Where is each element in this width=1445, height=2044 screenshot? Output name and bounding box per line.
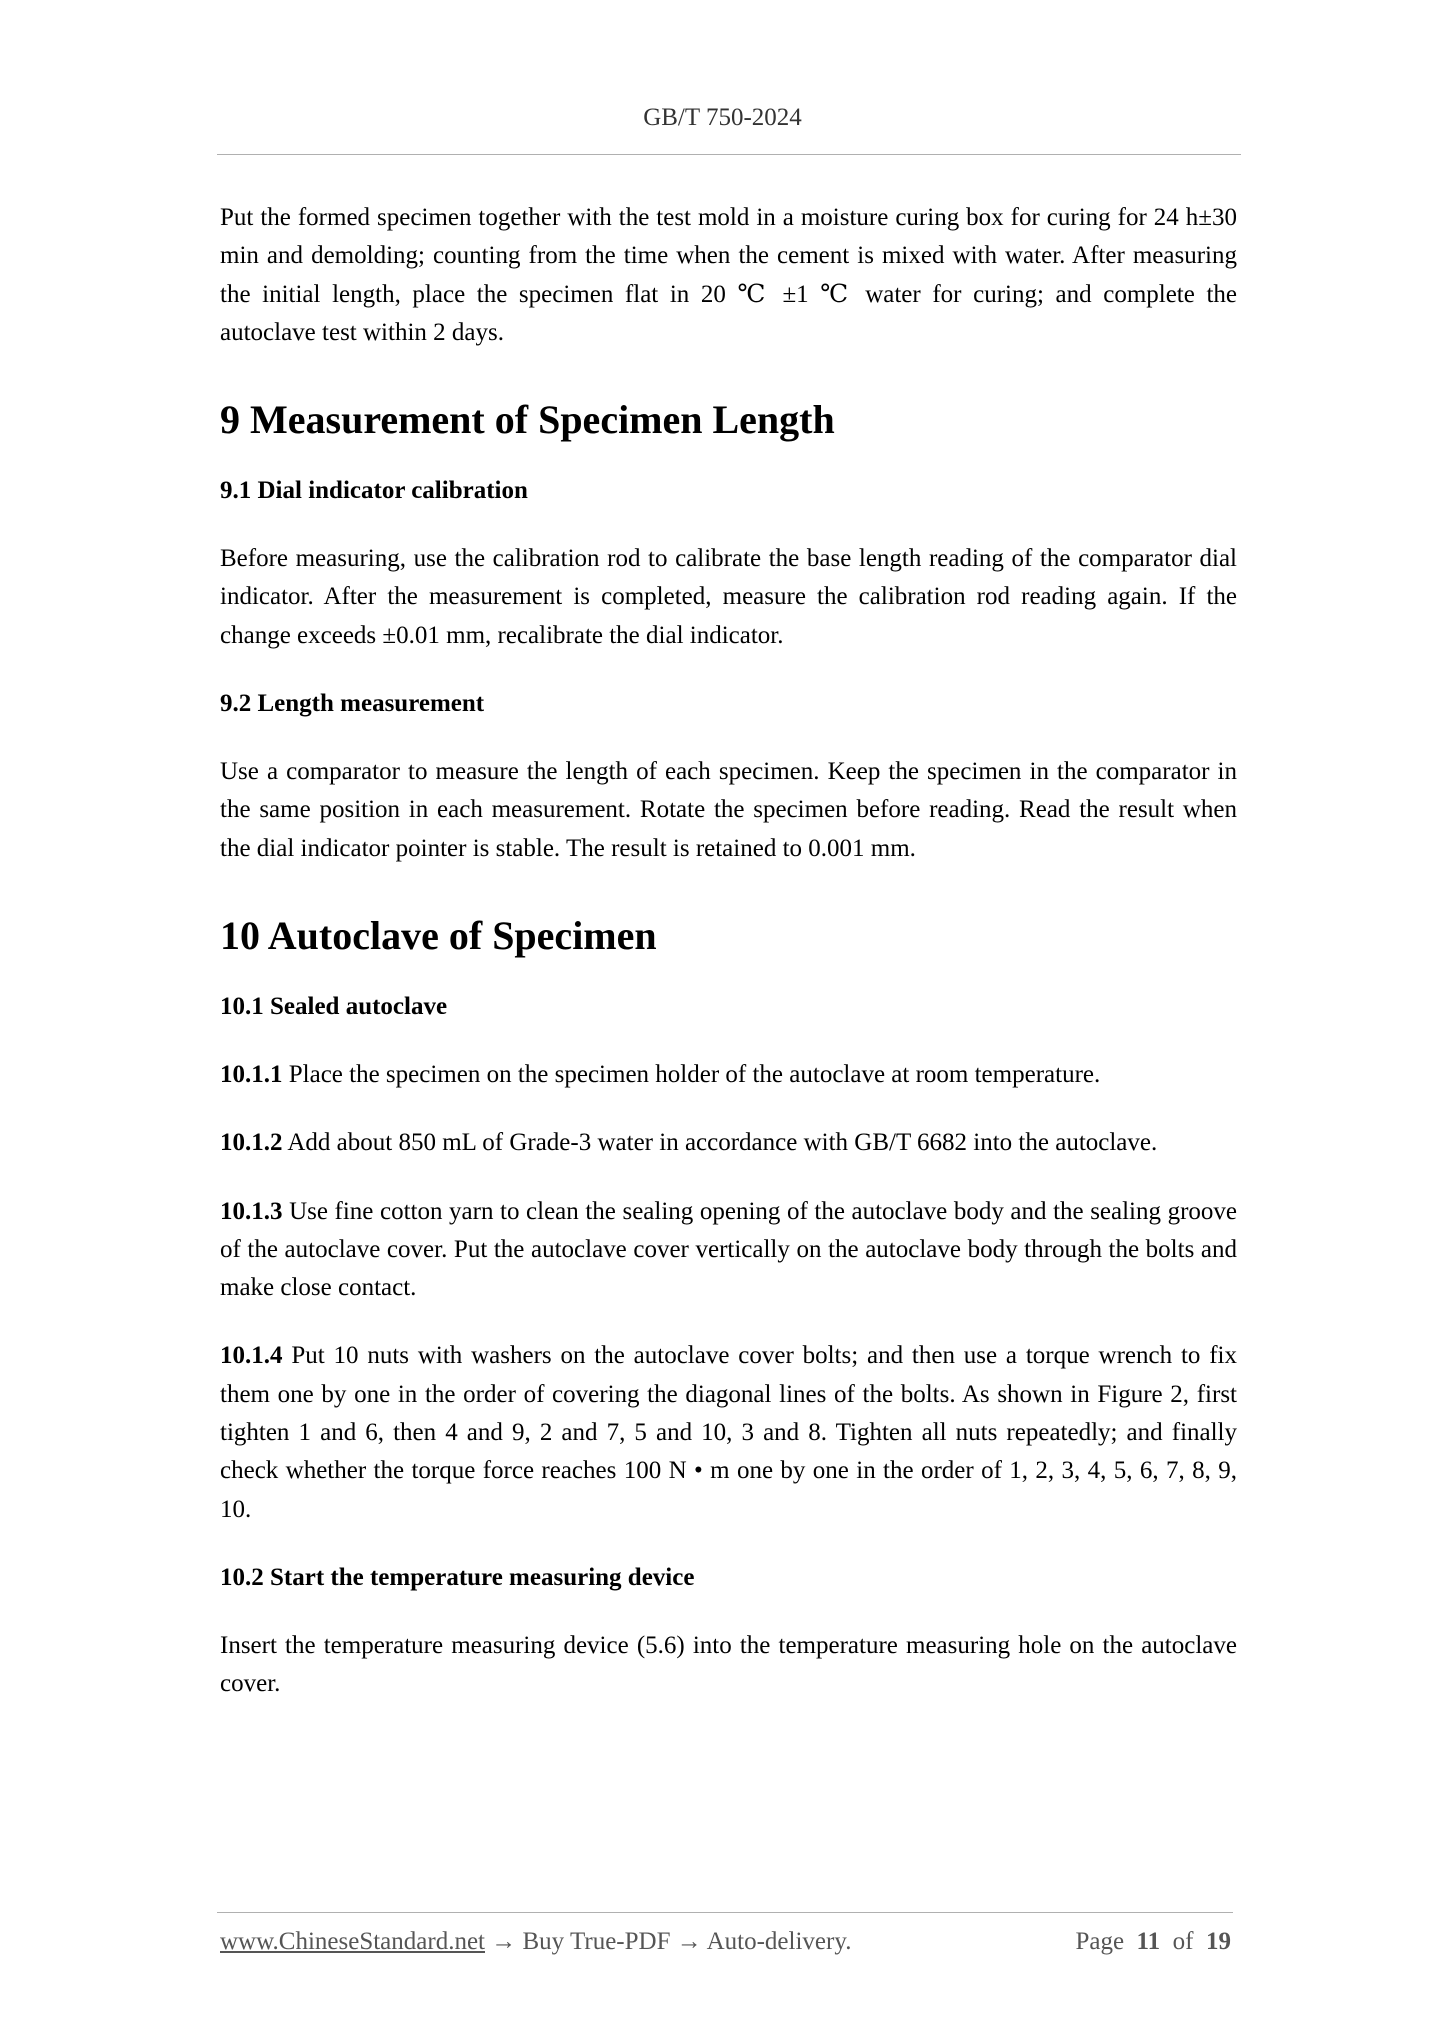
footer-tagline: → Buy True-PDF → Auto-delivery. bbox=[485, 1928, 852, 1955]
page-number bbox=[1075, 1928, 1231, 1956]
clause-10-1-1 bbox=[220, 1056, 1237, 1094]
section-9-2-heading: 9.2 Length measurement bbox=[220, 690, 485, 718]
footer-promo bbox=[220, 1928, 851, 1956]
clause-10-1-4 bbox=[220, 1337, 1237, 1528]
intro-paragraph: Put the formed specimen together with the test mold in a moisture curing box for curing for 24 h±30 min and demolding; counting from the time when the cement is mixed with water. After measuring the initial length, place the specimen flat in 20 ℃ ±1 ℃ water for curing; and complete the autoclave test within 2 days. bbox=[220, 204, 1237, 346]
clause-number: 10.1.4 bbox=[220, 1342, 283, 1370]
clause-number: 10.1.1 bbox=[220, 1060, 283, 1088]
page-content bbox=[220, 199, 1237, 1704]
page-current: 11 bbox=[1136, 1928, 1161, 1955]
section-9-1-paragraph: Before measuring, use the calibration rod to calibrate the base length reading of the comparator dial indicator. After the measurement is completed, measure the calibration rod reading again. If the change exceeds ±0.01 mm, recalibrate the dial indicator. bbox=[220, 545, 1237, 649]
section-10-1-heading: 10.1 Sealed autoclave bbox=[220, 992, 448, 1020]
section-10-2-heading: 10.2 Start the temperature measuring device bbox=[220, 1563, 695, 1591]
website-link[interactable]: www.ChineseStandard.net bbox=[220, 1928, 485, 1955]
clause-text: Add about 850 mL of Grade-3 water in accordance with GB/T 6682 into the autoclave. bbox=[282, 1129, 1158, 1157]
clause-text: Use fine cotton yarn to clean the sealing opening of the autoclave body and the sealing groove of the autoclave cover. Put the autoclave cover vertically on the autoclave body through the bolts and make close contact. bbox=[220, 1197, 1237, 1302]
header-divider bbox=[217, 154, 1241, 155]
clause-10-1-3 bbox=[220, 1193, 1237, 1308]
clause-number: 10.1.2 bbox=[220, 1129, 283, 1157]
footer-divider bbox=[217, 1912, 1233, 1913]
document-id-header: GB/T 750-2024 bbox=[643, 104, 802, 131]
section-9-heading: 9 Measurement of Specimen Length bbox=[220, 397, 835, 443]
page-total: 19 bbox=[1206, 1928, 1231, 1955]
section-10-2-paragraph: Insert the temperature measuring device (5.6) into the temperature measuring hole on the autoclave cover. bbox=[220, 1631, 1237, 1698]
clause-text: Place the specimen on the specimen holder of the autoclave at room temperature. bbox=[282, 1060, 1101, 1088]
clause-number: 10.1.3 bbox=[220, 1197, 283, 1225]
clause-10-1-2 bbox=[220, 1124, 1237, 1162]
section-9-1-heading: 9.1 Dial indicator calibration bbox=[220, 477, 528, 505]
section-9-2-paragraph: Use a comparator to measure the length of each specimen. Keep the specimen in the comparator in the same position in each measurement. Rotate the specimen before reading. Read the result when the dial indicator pointer is stable. The result is retained to 0.001 mm. bbox=[220, 758, 1237, 862]
page-word: Page bbox=[1075, 1928, 1125, 1955]
section-10-heading: 10 Autoclave of Specimen bbox=[220, 912, 657, 958]
clause-text: Put 10 nuts with washers on the autoclave cover bolts; and then use a torque wrench to fix them one by one in the order of covering the diagonal lines of the bolts. As shown in Figure 2, first tighten 1 and 6, then 4 and 9, 2 and 7, 5 and 10, 3 and 8. Tighten all nuts repeatedly; and finally check whether the torque force reaches 100 N • m one by one in the order of 1, 2, 3, 4, 5, 6, 7, 8, 9, 10. bbox=[220, 1342, 1237, 1523]
page-of-word: of bbox=[1172, 1928, 1194, 1955]
